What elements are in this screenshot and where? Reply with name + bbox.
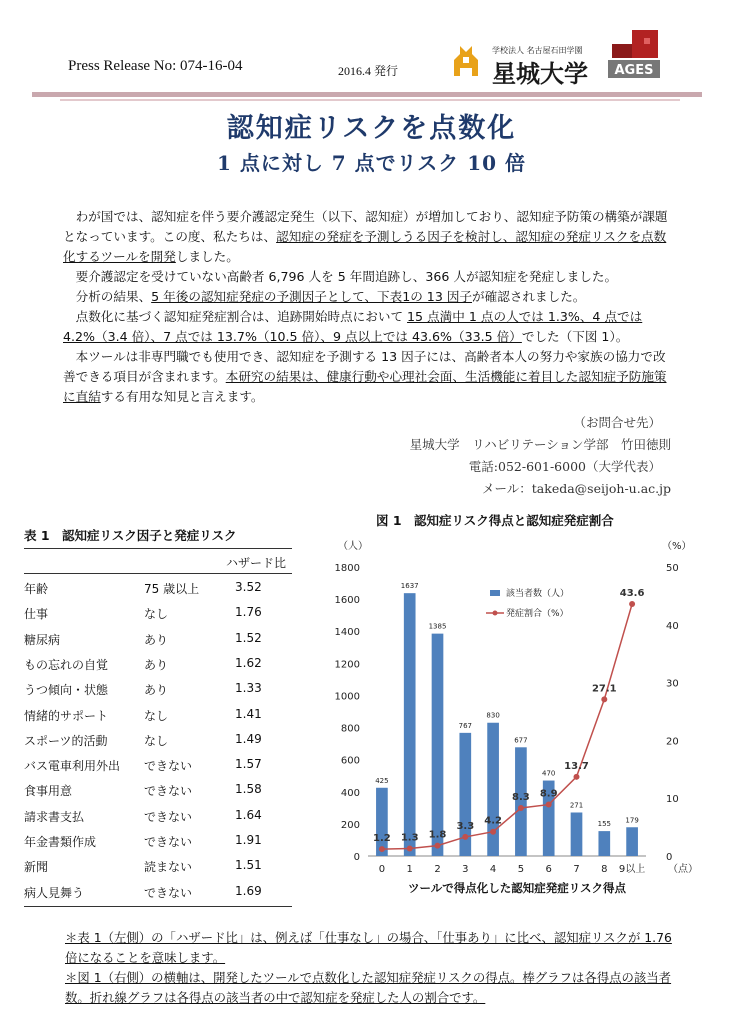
x-axis-tick: 5 — [517, 864, 525, 875]
table-row — [24, 782, 292, 807]
bar — [571, 812, 583, 856]
line-point — [462, 834, 468, 840]
line-point — [629, 601, 635, 607]
x-axis-tick: 6 — [545, 864, 552, 875]
left-axis-label: （人） — [338, 541, 368, 552]
contact-email[interactable]: メール：takeda@seijoh-u.ac.jp — [482, 481, 671, 496]
footnotes — [65, 928, 685, 1008]
factor-cell: もの忘れの自覚 — [24, 657, 109, 672]
x-axis-tick: 0 — [378, 864, 386, 875]
left-axis-tick: 1400 — [334, 627, 360, 639]
legend-bar-label: 該当者数（人） — [506, 589, 570, 599]
legend-line-marker — [493, 611, 498, 616]
bar-value-label: 830 — [486, 711, 500, 720]
condition-cell: できない — [144, 885, 193, 900]
condition-cell: あり — [144, 632, 169, 647]
table-row — [24, 757, 292, 782]
release-date: 2016.4 発行 — [338, 64, 399, 78]
line-value-label: 1.3 — [400, 832, 419, 844]
condition-cell: 75 歳以上 — [144, 582, 200, 596]
table-title: 表 1 認知症リスク因子と発症リスク — [24, 528, 237, 543]
factor-cell: うつ傾向・状態 — [24, 683, 109, 698]
right-axis-tick: 20 — [666, 736, 679, 748]
hazard-ratio-cell: 1.49 — [235, 731, 262, 746]
line-value-label: 4.2 — [484, 815, 502, 827]
bar — [432, 634, 444, 856]
x-axis-tick: 1 — [406, 864, 413, 875]
left-axis-tick: 200 — [340, 819, 360, 831]
hazard-ratio-cell: 1.33 — [235, 681, 262, 696]
factor-cell: 仕事 — [24, 607, 49, 622]
x-axis-tick: 4 — [489, 864, 497, 875]
line-value-label: 13.7 — [564, 760, 589, 772]
line-value-label: 1.2 — [373, 833, 391, 845]
factor-cell: 年齢 — [24, 582, 49, 596]
left-axis-tick: 600 — [340, 755, 360, 767]
table-bottom-rule — [24, 906, 292, 907]
university-corp-name: 学校法人 名古屋石田学園 — [492, 46, 583, 55]
table-row — [24, 833, 292, 858]
bar-value-label: 1637 — [400, 582, 419, 591]
x-axis-label: ツールで得点化した認知症発症リスク得点 — [407, 881, 627, 895]
x-axis-tick: 2 — [434, 864, 441, 875]
factor-cell: 食事用意 — [24, 784, 73, 799]
condition-cell: できない — [144, 784, 193, 799]
hazard-ratio-cell: 1.52 — [235, 630, 262, 645]
table-row — [24, 631, 292, 656]
factor-cell: バス電車利用外出 — [24, 759, 121, 774]
contact-organization: 星城大学 リハビリテーション学部 竹田徳則 — [409, 437, 671, 452]
bar-value-label: 179 — [625, 816, 639, 825]
right-axis-tick: 30 — [666, 678, 679, 690]
x-axis-tick: 3 — [462, 864, 469, 875]
table-row — [24, 808, 292, 833]
left-axis-tick: 800 — [340, 723, 360, 735]
line-value-label: 3.3 — [456, 820, 475, 832]
table-row — [24, 707, 292, 732]
condition-cell: なし — [144, 607, 169, 622]
hazard-ratio-cell: 1.41 — [235, 706, 262, 721]
x-axis-tick: 7 — [573, 864, 580, 875]
left-axis-tick: 1000 — [334, 691, 360, 703]
bar — [598, 831, 610, 856]
line-value-label: 27.1 — [591, 683, 617, 695]
condition-cell: なし — [144, 708, 169, 723]
table-row — [24, 884, 292, 909]
header-divider — [32, 92, 702, 97]
x-axis-unit: （点） — [668, 864, 698, 875]
condition-cell: あり — [144, 683, 169, 698]
right-axis-tick: 10 — [666, 794, 679, 806]
bar-value-label: 155 — [597, 820, 611, 829]
table-header-rule — [24, 573, 292, 574]
factor-cell: スポーツ的活動 — [24, 733, 108, 748]
condition-cell: できない — [144, 759, 193, 774]
line-point — [518, 805, 524, 811]
legend-line-label: 発症割合（%） — [506, 609, 569, 619]
hazard-ratio-cell: 1.62 — [235, 655, 262, 670]
ages-logo-icon — [606, 26, 662, 82]
table-row — [24, 858, 292, 883]
table-header-hazard-ratio: ハザード比 — [226, 556, 287, 570]
table-row — [24, 681, 292, 706]
line-point — [601, 696, 607, 702]
bar — [404, 593, 416, 856]
line-point — [490, 829, 496, 835]
line-point — [546, 802, 552, 808]
line-value-label: 8.9 — [539, 788, 558, 800]
line-point — [574, 774, 580, 780]
condition-cell: 読まない — [144, 860, 193, 875]
table-row — [24, 656, 292, 681]
bar-value-label: 425 — [375, 776, 389, 785]
bar-value-label: 767 — [458, 721, 472, 730]
table-top-rule — [24, 548, 292, 549]
bar-value-label: 271 — [569, 801, 584, 810]
press-release-number: Press Release No: 074-16-04 — [68, 58, 243, 74]
hazard-ratio-cell: 1.91 — [235, 833, 262, 847]
hazard-ratio-cell: 1.76 — [235, 605, 262, 620]
factor-cell: 請求書支払 — [24, 809, 85, 824]
x-axis-tick: 9以上 — [618, 864, 646, 875]
paragraph-scores: 点数化に基づく認知症発症割合は、追跡開始時点において 15 点満中 1 点の人では 1.3%、4 点では 4.2%（3.4 倍）、7 点では 13.7%（10.5 倍）、9 点以上では 43.6%（33.5 倍）でした（下図 1）。 — [63, 309, 643, 344]
factor-cell: 病人見舞う — [24, 885, 85, 900]
hazard-ratio-cell: 1.57 — [235, 757, 262, 772]
hazard-ratio-cell: 3.52 — [235, 580, 262, 594]
header-divider-thin — [60, 99, 680, 101]
left-axis-tick: 400 — [340, 787, 360, 799]
paragraph-intro: わが国では、認知症を伴う要介護認定発生（以下、認知症）が増加しており、認知症予防策の構築が課題となっています。この度、私たちは、認知症の発症を予測しうる因子を検討し、認知症の発症リスクを点数化するツールを開発しました。 — [63, 209, 668, 264]
university-logo-icon — [448, 40, 490, 82]
bar-value-label: 1385 — [428, 622, 447, 631]
left-axis-tick: 0 — [353, 852, 360, 863]
line-point — [379, 846, 385, 852]
right-axis-tick: 40 — [666, 620, 679, 632]
line-value-label: 1.8 — [428, 829, 447, 841]
factor-cell: 糖尿病 — [24, 632, 61, 647]
contact-phone: 電話:052-601-6000（大学代表） — [468, 459, 661, 474]
table-row — [24, 605, 292, 630]
series-line — [382, 604, 632, 849]
bar-value-label: 470 — [542, 769, 556, 778]
bar — [487, 723, 499, 856]
line-point — [407, 845, 413, 851]
hazard-ratio-cell: 1.69 — [235, 883, 262, 898]
factor-cell: 情緒的サポート — [24, 708, 109, 723]
right-axis-tick: 0 — [666, 852, 673, 863]
condition-cell: あり — [144, 657, 169, 672]
left-axis-tick: 1800 — [334, 563, 360, 574]
left-axis-tick: 1600 — [334, 595, 360, 607]
footnote-figure: ＊図 1（右側）の横軸は、開発したツールで点数化した認知症発症リスクの得点。棒グラフは各得点の該当者数。折れ線グラフは各得点の該当者の中で認知症を発症した人の割合です。 — [65, 970, 672, 1005]
line-value-label: 8.3 — [512, 792, 530, 804]
contact-label: （お問合せ先） — [573, 415, 661, 430]
condition-cell: できない — [144, 835, 193, 849]
bar — [376, 788, 388, 856]
table-row — [24, 580, 292, 605]
hazard-ratio-cell: 1.58 — [235, 782, 262, 797]
paragraph-tool: 本ツールは非専門職でも使用でき、認知症を予測する 13 因子には、高齢者本人の努力や家族の協力で改善できる項目が含まれます。本研究の結果は、健康行動や心理社会面、生活機能に着目した認知症予防施策に直結する有用な知見と言えます。 — [63, 349, 667, 404]
risk-score-chart — [300, 532, 740, 904]
hazard-ratio-cell: 1.64 — [235, 807, 262, 822]
condition-cell: できない — [144, 809, 193, 824]
right-axis-label: （%） — [662, 541, 692, 552]
page-subtitle: 1 点に対し 7 点でリスク 10 倍 — [216, 151, 527, 175]
paragraph-factors: 分析の結果、5 年後の認知症発症の予測因子として、下表1の 13 因子が確認されました。 — [75, 289, 586, 304]
x-axis-tick: 8 — [601, 864, 608, 875]
paragraph-cohort: 要介護認定を受けていない高齢者 6,796 人を 5 年間追跡し、366 人が認知症を発症しました。 — [75, 269, 618, 284]
left-axis-tick: 1200 — [334, 659, 360, 671]
ages-logo-text: AGES — [614, 63, 654, 78]
table-row — [24, 732, 292, 757]
line-value-label: 43.6 — [619, 587, 645, 599]
page-title: 認知症リスクを点数化 — [226, 113, 517, 144]
condition-cell: なし — [144, 733, 169, 748]
line-point — [435, 843, 441, 849]
factor-cell: 新聞 — [24, 860, 49, 875]
bar — [626, 827, 638, 856]
footnote-table: ＊表 1（左側）の「ハザード比」は、例えば「仕事なし」の場合、「仕事あり」に比べ、認知症リスクが 1.76 倍になることを意味します。 — [65, 930, 672, 965]
right-axis-tick: 50 — [666, 563, 679, 574]
chart-title: 図 1 認知症リスク得点と認知症発症割合 — [376, 513, 614, 528]
factor-cell: 年金書類作成 — [24, 835, 97, 849]
legend-bar-swatch — [490, 590, 500, 596]
university-name: 星城大学 — [492, 60, 588, 88]
bar-value-label: 677 — [514, 736, 528, 745]
hazard-ratio-cell: 1.51 — [235, 858, 262, 873]
